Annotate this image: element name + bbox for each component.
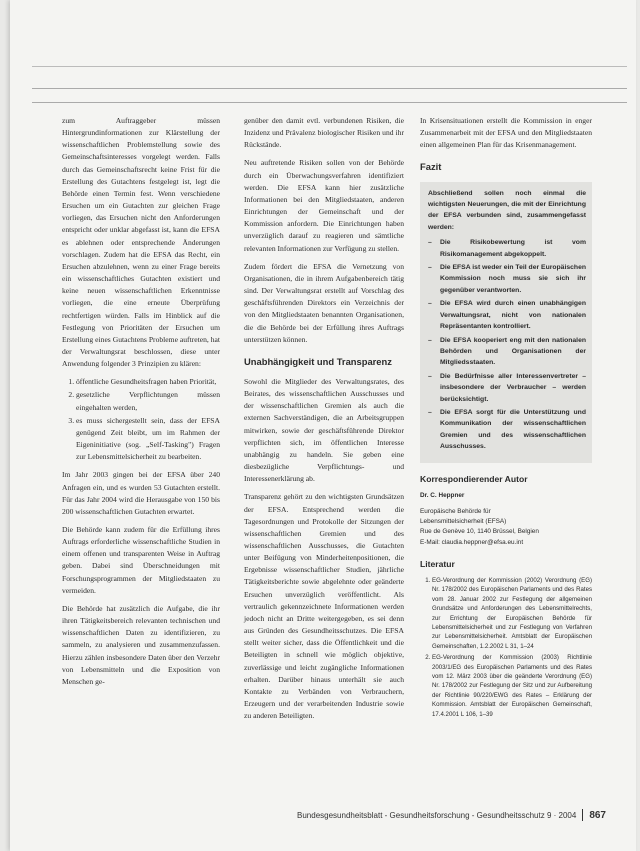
fazit-item: – Die EFSA wird durch einen unabhängigen Verwaltungsrat, nicht von nationalen Repräsentanten kontrolliert. xyxy=(428,300,586,331)
paragraph: In Krisensituationen erstellt die Kommission in enger Zusammenarbeit mit der EFSA und den Mitgliedstaaten einen allgemeinen Plan für das Krisenmanagement. xyxy=(420,116,592,150)
list-item: 3. es muss sichergestellt sein, dass der EFSA genügend Zeit bleibt, um im Rahmen der Eigeninitiative (sog. „Self-Tasking") Fragen zur Lebensmittelsicherheit zu bearbeiten. xyxy=(76,415,220,464)
dash-bullet: – xyxy=(428,239,432,247)
literature-heading: Literatur xyxy=(420,558,455,569)
dash-bullet: – xyxy=(428,300,432,308)
author-name: Dr. C. Heppner xyxy=(420,491,465,499)
column-2 xyxy=(244,115,404,728)
section-heading: Unabhängigkeit und Transparenz xyxy=(244,355,392,367)
fazit-item: – Die EFSA kooperiert eng mit den nationalen Behörden und Organisationen der Mitgliedsstaaten. xyxy=(428,336,586,367)
page-number: 867 xyxy=(589,809,606,821)
fazit-box xyxy=(420,182,592,463)
header-rule xyxy=(32,66,627,67)
fazit-item: – Die EFSA sorgt für die Unterstützung und Kommunikation der wissenschaftlichen Gremien und des wissenschaftlichen Ausschusses. xyxy=(428,408,586,451)
author-email[interactable]: E-Mail: claudia.heppner@efsa.eu.int xyxy=(420,538,524,546)
author-address: Lebensmittelsicherheit (EFSA) xyxy=(420,518,507,526)
dash-bullet: – xyxy=(428,372,432,380)
dash-bullet: – xyxy=(428,408,432,416)
fazit-list xyxy=(428,237,586,452)
fazit-item: – Die Bedürfnisse aller Interessenvertreter – insbesondere der Verbraucher – werden berücksichtigt. xyxy=(428,372,586,403)
fazit-heading: Fazit xyxy=(420,161,442,173)
author-heading: Korrespondierender Autor xyxy=(420,473,528,484)
document-page xyxy=(10,0,636,851)
principles-list xyxy=(62,376,220,463)
paragraph: zum Auftraggeber müssen Hintergrundinformationen zur Klärstellung der wissenschaftlichen Problemstellung sowie des Gemeinschaftsinteresses vorgelegt werden. Falls durch das Gemeinschaftsrecht keine Frist für die Erstellung des Gutachtens festgelegt ist, legt die Behörde einen Termin fest. Wenn verschiedene Ersuchen um ein Gutachten zur gleichen Frage vorliegen, das Ersuchen nicht den Anforderungen entspricht oder unklar abgefasst ist, kann die EFSA es ablehnen oder entsprechende Änderungen vorschlagen. Zudem hat die EFSA das Recht, ein Ersuchen abzulehnen, wenn zu einer Frage bereits ein wissenschaftliches Gutachten existiert und keine neuen wissenschaftlichen Erkenntnisse vorliegen, die eine erneute Überprüfung rechtfertigen würden. Falls im Hinblick auf die Festlegung von Prioritäten der Ersuchen um Erstellung eines Gutachtens Probleme auftreten, hat der Verwaltungsrat beschlossen, diese unter Anwendung folgender 3 Prinzipien zu klären: xyxy=(62,116,220,369)
paragraph: Transparenz gehört zu den wichtigsten Grundsätzen der EFSA. Entsprechend werden die Tagesordnungen und Protokolle der Sitzungen der wissenschaftlichen Gremien und des wissenschaftlichen Ausschusses, die Gutachten unter Beifügung von Minderheitenpositionen, die Ergebnisse wissenschaftlicher Studien, jährliche Tätigkeitsberichte sowie abgelehnte oder geänderte Ersuchen unverzüglich veröffentlicht. Als vertraulich gekennzeichnete Informationen werden jedoch nicht an Dritte weitergegeben, es sei denn aus Gründen des Gesundheitsschutzes. Die EFSA stellt weiter sicher, dass die Öffentlichkeit und die Beteiligten in schnell wie möglich objektive, zuverlässige und leicht zugängliche Informationen erhalten. Darüber hinaus unterhält sie auch Kontakte zu Verbänden von Verbrauchern, Erzeugern und der verarbeitenden Industrie sowie zu anderen Beteiligten. xyxy=(244,492,404,721)
header-rule xyxy=(32,88,627,89)
dash-bullet: – xyxy=(428,264,432,272)
footer-divider xyxy=(582,809,583,821)
page-footer xyxy=(297,809,606,821)
journal-name: Bundesgesundheitsblatt - Gesundheitsforschung - Gesundheitsschutz 9 · 2004 xyxy=(297,810,577,820)
paragraph: Zudem fördert die EFSA die Vernetzung von Organisationen, die in ihrem Aufgabenbereich tätig sind. Der Verwaltungsrat erstellt auf Vorschlag des geschäftsführenden Direktors ein Verzeichnis der von den Mitgliedstaaten benannten Organisationen, die die Behörde bei der Erfüllung ihres Auftrags unterstützen können. xyxy=(244,261,404,344)
fazit-intro: Abschließend sollen noch einmal die wichtigsten Neuerungen, die mit der Einrichtung der EFSA verbunden sind, zusammengefasst werden: xyxy=(428,189,586,231)
paragraph: Im Jahr 2003 gingen bei der EFSA über 240 Anfragen ein, und es wurden 53 Gutachten erstellt. Für das Jahr 2004 wird die Herausgabe von 150 bis 200 wissenschaftlichen Gutachten erwartet. xyxy=(62,470,220,516)
paragraph: Sowohl die Mitglieder des Verwaltungsrates, des Beirates, des wissenschaftlichen Ausschusses und der wissenschaftlichen Gremien als auch die externen Sachverständigen, die an Arbeitsgruppen mitwirken, sowie der geschäftsführende Direktor verpflichten sich, im öffentlichen Interesse unabhängig zu handeln. Sie geben eine diesbezügliche Verpflichtungs- und Interessenerklärung ab. xyxy=(244,376,404,484)
reference-item: 2. EG-Verordnung der Kommission (2003) Richtlinie 2003/1/EG des Europäischen Parlaments und des Rates vom 12. März 2003 über die geänderte Verordnung (EG) Nr. 178/2002 zur Festlegung der Sitz und zur Aufbereitung der Richtlinie 90/220/EWG des Rates – Erklärung der Kommission. Amtsblatt der Europäischen Gemeinschaft, 17.4.2001 L 106, 1–39 xyxy=(432,653,592,719)
dash-bullet: – xyxy=(428,336,432,344)
author-block xyxy=(420,491,592,548)
author-address: Europäische Behörde für xyxy=(420,507,491,515)
list-item: 1. öffentliche Gesundheitsfragen haben Priorität, xyxy=(76,376,220,388)
paragraph: Neu auftretende Risiken sollen von der Behörde durch ein Überwachungsverfahren identifiziert werden. Die EFSA kann hier zusätzliche Informationen bei den Mitgliedstaaten, anderen Einrichtungen der Gemeinschaft und der Kommission anfordern. Die Einrichtungen haben unverzüglich darauf zu reagieren und sämtliche relevanten Informationen zur Verfügung zu stellen. xyxy=(244,158,404,253)
reference-item: 1. EG-Verordnung der Kommission (2002) Verordnung (EG) Nr. 178/2002 des Europäischen Parlaments und des Rates vom 28. Januar 2002 zur Festlegung der allgemeinen Grundsätze und Anforderungen des Lebensmittelrechts, zur Errichtung der Europäischen Behörde für Lebensmittelsicherheit und zur Festlegung von Verfahren zur Lebensmittelsicherheit. Amtsblatt der Europäischen Gemeinschaften, 1.2.2002 L 31, 1–24 xyxy=(432,576,592,651)
fazit-item: – Die EFSA ist weder ein Teil der Europäischen Kommission noch muss sie sich ihr gegenüber verantworten. xyxy=(428,264,586,294)
header-rule xyxy=(32,102,627,103)
paragraph: Die Behörde kann zudem für die Erfüllung ihres Auftrags erforderliche wissenschaftliche Studien in einem offenen und transparenten Weise in Auftrag geben. Dabei sind Überschneidungen mit Forschungsprogrammen der Mitgliedstaaten zu vermeiden. xyxy=(62,525,220,595)
paragraph: Die Behörde hat zusätzlich die Aufgabe, die ihr ihren Tätigkeitsbereich relevanten technischen und wissenschaftlichen Daten zu identifizieren, zu sammeln, zu analysieren und zusammenzufassen. Hierzu zählen insbesondere Daten über den Verzehr von Lebensmitteln und die Exposition von Menschen ge- xyxy=(62,603,220,686)
paragraph: genüber den damit evtl. verbundenen Risiken, die Inzidenz und Prävalenz biologischer Risiken und ihr Rückstände. xyxy=(244,116,404,150)
fazit-item: – Die Risikobewertung ist vom Risikomanagement abgekoppelt. xyxy=(428,239,586,258)
list-item: 2. gesetzliche Verpflichtungen müssen eingehalten werden, xyxy=(76,389,220,413)
column-1 xyxy=(62,115,220,694)
column-3 xyxy=(420,115,592,721)
author-address: Rue de Genève 10, 1140 Brüssel, Belgien xyxy=(420,528,539,536)
references-list xyxy=(420,576,592,719)
